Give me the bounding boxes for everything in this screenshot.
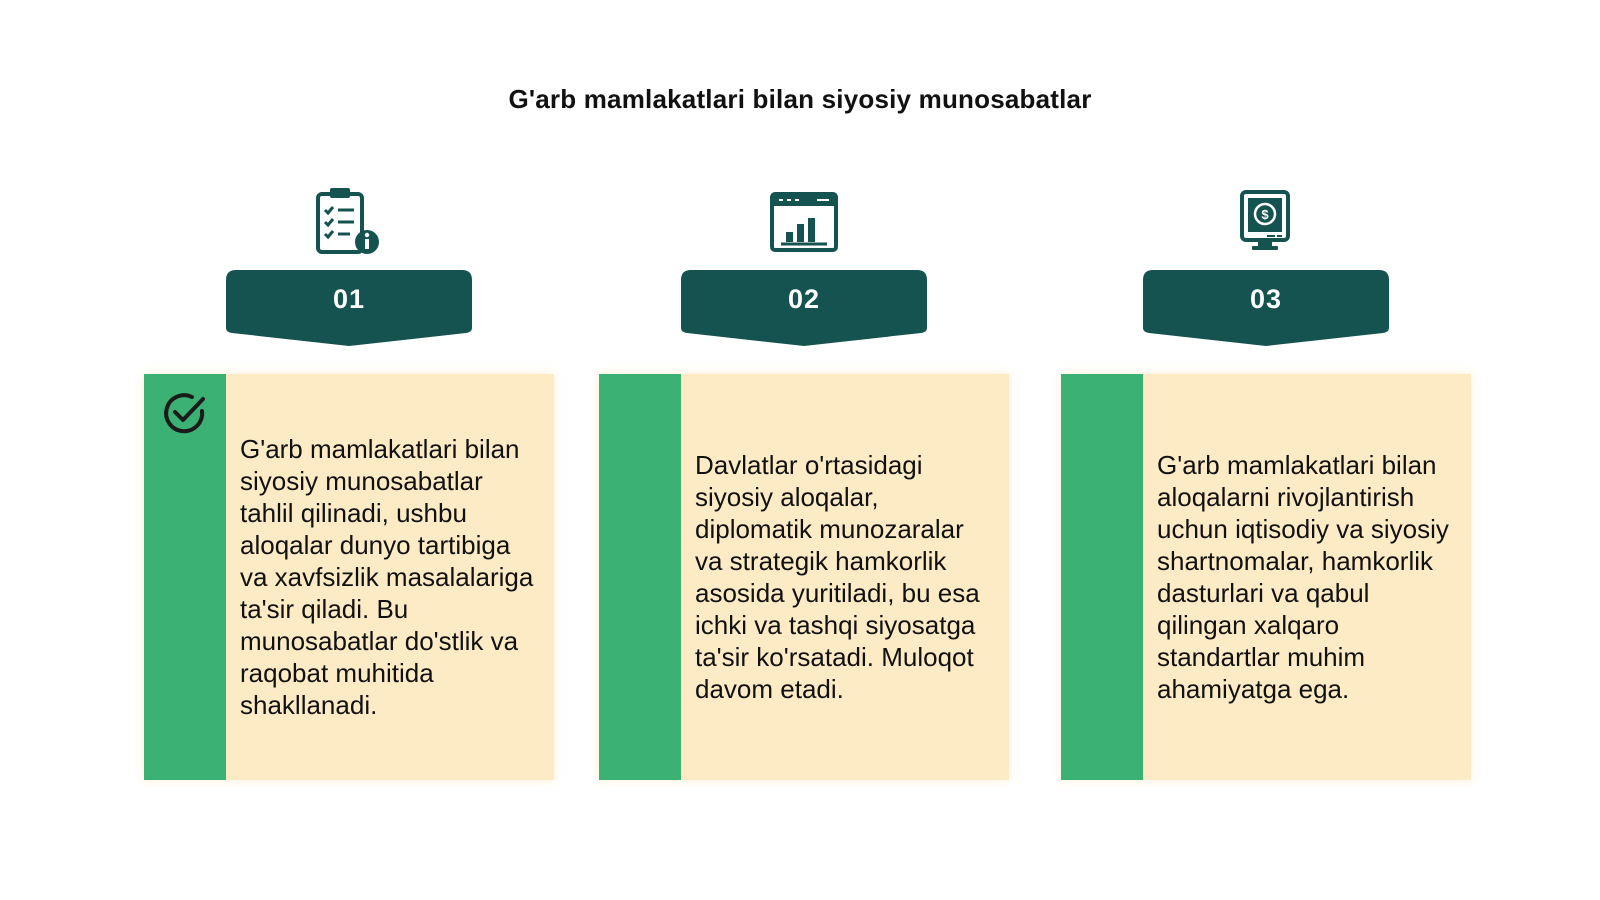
step-number: 01 — [332, 284, 366, 314]
card-text: G'arb mamlakatlari bilan aloqalarni rivojlantirish uchun iqtisodiy va siyosiy shartnomalar, hamkorlik dasturlari va qabul qilingan xalqaro standartlar muhim ahamiyatga ega. — [1157, 450, 1449, 704]
info-card-03 — [1061, 374, 1471, 780]
clipboard-checklist-info-icon — [314, 186, 384, 256]
column-01 — [144, 0, 554, 900]
check-circle-icon — [162, 390, 208, 436]
step-banner-03 — [1143, 270, 1389, 346]
card-accent-strip — [1061, 374, 1143, 780]
info-card-01 — [144, 374, 554, 780]
step-banner-01 — [226, 270, 472, 346]
step-number: 03 — [1249, 284, 1283, 314]
card-text: Davlatlar o'rtasidagi siyosiy aloqalar, diplomatik munozaralar va strategik hamkorlik asosida yuritiladi, bu esa ichki va tashqi siyosatga ta'sir ko'rsatadi. Muloqot davom etadi. — [695, 450, 980, 704]
page-title: G'arb mamlakatlari bilan siyosiy munosabatlar — [508, 84, 1092, 114]
step-number: 02 — [787, 284, 821, 314]
dollar-monitor-icon — [1231, 186, 1301, 256]
info-card-02 — [599, 374, 1009, 780]
card-text: G'arb mamlakatlari bilan siyosiy munosabatlar tahlil qilinadi, ushbu aloqalar dunyo tartibiga va xavfsizlik masalalariga ta'sir qiladi. Bu munosabatlar do'stlik va raqobat muhitida shakllanadi. — [240, 434, 534, 720]
step-banner-02 — [681, 270, 927, 346]
column-03 — [1061, 0, 1471, 900]
card-accent-strip — [599, 374, 681, 780]
bar-chart-window-icon — [769, 186, 839, 256]
svg-text:$: $ — [1261, 207, 1269, 222]
column-02 — [599, 0, 1009, 900]
